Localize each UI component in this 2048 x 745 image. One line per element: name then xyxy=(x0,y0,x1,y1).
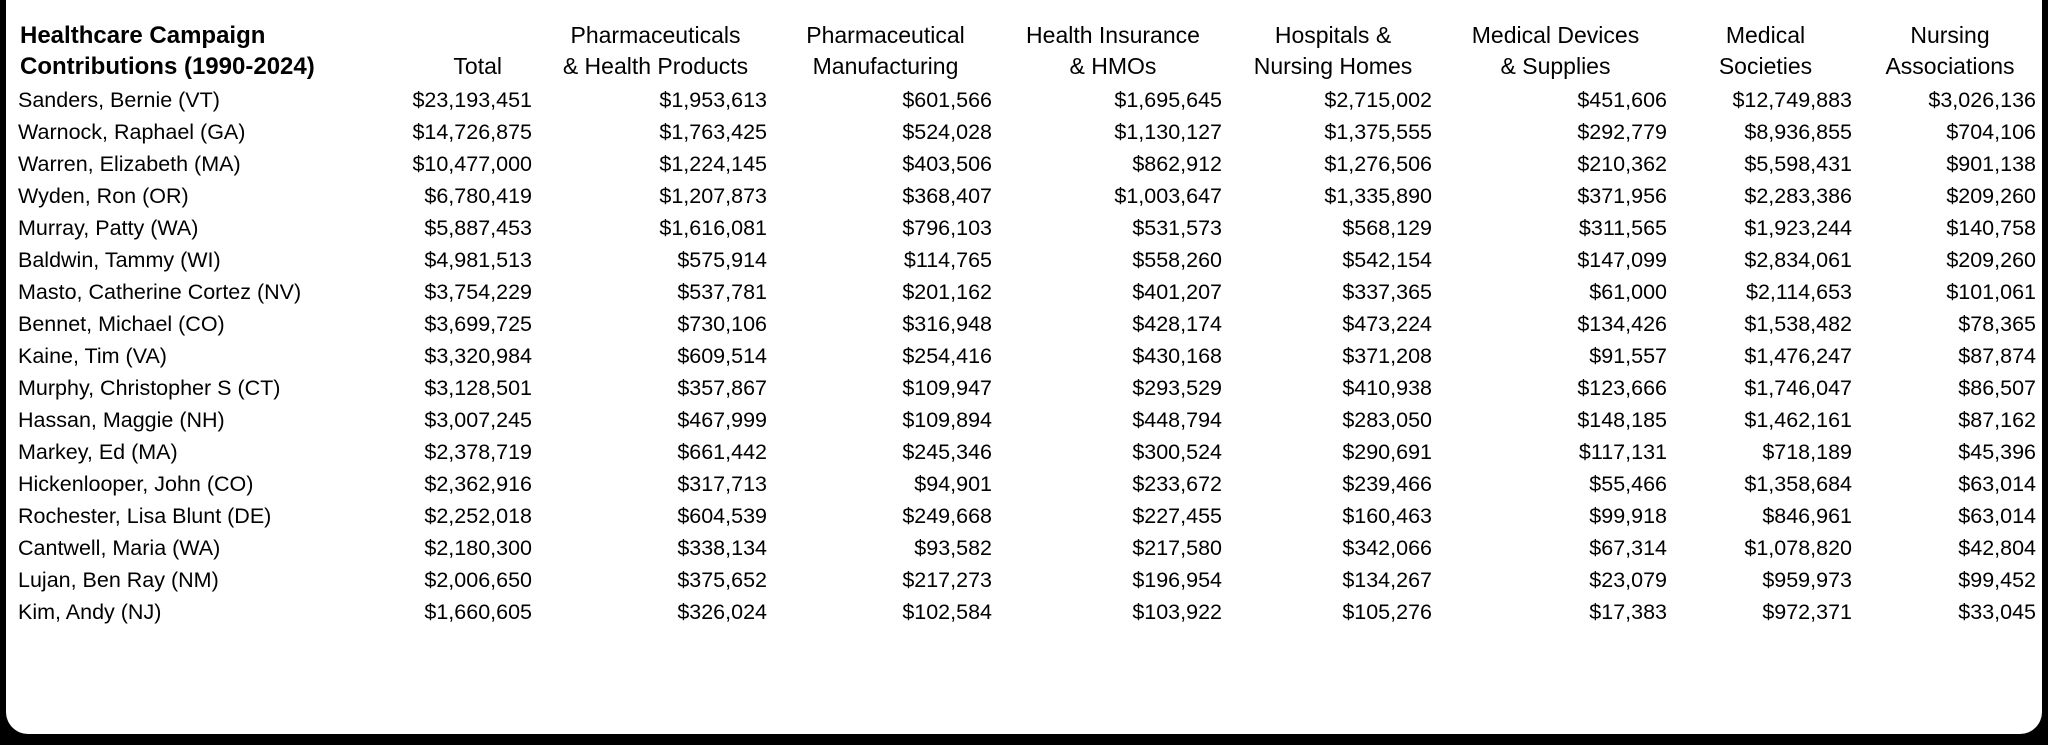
cell-health-insurance: $103,922 xyxy=(1132,600,1222,624)
cell-candidate-name: Sanders, Bernie (VT) xyxy=(18,88,220,112)
cell-pharmaceuticals: $326,024 xyxy=(677,600,767,624)
cell-candidate-name: Lujan, Ben Ray (NM) xyxy=(18,568,219,592)
cell-candidate-name: Kim, Andy (NJ) xyxy=(18,600,162,624)
cell-pharma-manufacturing: $109,894 xyxy=(902,408,992,432)
table-row xyxy=(6,84,2042,116)
cell-medical-societies: $1,746,047 xyxy=(1744,376,1852,400)
cell-total: $6,780,419 xyxy=(424,184,532,208)
cell-candidate-name: Warnock, Raphael (GA) xyxy=(18,120,246,144)
cell-candidate-name: Hickenlooper, John (CO) xyxy=(18,472,254,496)
cell-health-insurance: $300,524 xyxy=(1132,440,1222,464)
cell-nursing-associations: $101,061 xyxy=(1946,280,2036,304)
cell-pharma-manufacturing: $114,765 xyxy=(903,248,992,272)
column-header-line1: Hospitals & xyxy=(1274,22,1392,48)
cell-pharma-manufacturing: $403,506 xyxy=(902,152,992,176)
cell-medical-devices: $23,079 xyxy=(1589,568,1667,592)
cell-candidate-name: Baldwin, Tammy (WI) xyxy=(18,248,221,272)
cell-total: $14,726,875 xyxy=(412,120,532,144)
cell-medical-devices: $117,131 xyxy=(1578,440,1667,464)
cell-total: $4,981,513 xyxy=(424,248,532,272)
cell-pharmaceuticals: $375,652 xyxy=(677,568,767,592)
cell-total: $3,754,229 xyxy=(424,280,532,304)
cell-candidate-name: Markey, Ed (MA) xyxy=(18,440,178,464)
cell-medical-societies: $1,923,244 xyxy=(1744,216,1852,240)
cell-medical-devices: $55,466 xyxy=(1589,472,1667,496)
cell-health-insurance: $428,174 xyxy=(1132,312,1222,336)
cell-nursing-associations: $45,396 xyxy=(1958,440,2036,464)
cell-total: $3,699,725 xyxy=(424,312,532,336)
cell-medical-devices: $61,000 xyxy=(1589,280,1667,304)
table-header xyxy=(6,6,2042,84)
cell-total: $2,006,650 xyxy=(424,568,532,592)
cell-pharma-manufacturing: $254,416 xyxy=(902,344,992,368)
cell-nursing-associations: $33,045 xyxy=(1958,600,2036,624)
cell-health-insurance: $233,672 xyxy=(1132,472,1222,496)
cell-nursing-associations: $63,014 xyxy=(1958,472,2036,496)
cell-hospitals: $1,335,890 xyxy=(1324,184,1432,208)
cell-medical-devices: $451,606 xyxy=(1577,88,1667,112)
column-header-line2: & Supplies xyxy=(1500,53,1611,79)
cell-nursing-associations: $3,026,136 xyxy=(1928,88,2036,112)
cell-pharma-manufacturing: $109,947 xyxy=(902,376,992,400)
cell-pharmaceuticals: $317,713 xyxy=(677,472,767,496)
column-header-line2: & Health Products xyxy=(562,53,749,79)
cell-pharma-manufacturing: $249,668 xyxy=(902,504,992,528)
cell-pharma-manufacturing: $94,901 xyxy=(914,472,992,496)
cell-pharmaceuticals: $604,539 xyxy=(677,504,767,528)
column-header-total xyxy=(386,6,538,84)
cell-pharma-manufacturing: $601,566 xyxy=(902,88,992,112)
table-row xyxy=(6,212,2042,244)
cell-total: $3,320,984 xyxy=(424,344,532,368)
column-header-line1: Pharmaceuticals xyxy=(570,22,741,48)
cell-medical-devices: $17,383 xyxy=(1589,600,1667,624)
cell-medical-societies: $972,371 xyxy=(1762,600,1852,624)
cell-medical-devices: $311,565 xyxy=(1578,216,1667,240)
cell-medical-devices: $148,185 xyxy=(1577,408,1667,432)
cell-hospitals: $105,276 xyxy=(1342,600,1432,624)
cell-pharma-manufacturing: $217,273 xyxy=(902,568,992,592)
table-row xyxy=(6,436,2042,468)
cell-hospitals: $2,715,002 xyxy=(1324,88,1432,112)
column-header-pharma-manufacturing xyxy=(773,6,998,84)
column-header-line2: & HMOs xyxy=(1069,53,1157,79)
cell-total: $2,362,916 xyxy=(424,472,532,496)
cell-health-insurance: $430,168 xyxy=(1132,344,1222,368)
column-header-medical-devices xyxy=(1438,6,1673,84)
cell-pharma-manufacturing: $102,584 xyxy=(902,600,992,624)
cell-health-insurance: $531,573 xyxy=(1132,216,1222,240)
cell-pharma-manufacturing: $201,162 xyxy=(902,280,992,304)
table-row xyxy=(6,500,2042,532)
cell-medical-devices: $371,956 xyxy=(1577,184,1667,208)
table-row xyxy=(6,404,2042,436)
table-row xyxy=(6,116,2042,148)
cell-nursing-associations: $78,365 xyxy=(1958,312,2036,336)
cell-medical-devices: $292,779 xyxy=(1577,120,1667,144)
column-header-medical-societies xyxy=(1673,6,1858,84)
cell-hospitals: $371,208 xyxy=(1342,344,1432,368)
cell-pharmaceuticals: $1,763,425 xyxy=(659,120,767,144)
cell-pharma-manufacturing: $524,028 xyxy=(902,120,992,144)
cell-health-insurance: $558,260 xyxy=(1132,248,1222,272)
cell-pharmaceuticals: $1,953,613 xyxy=(659,88,767,112)
column-header-line1: Health Insurance xyxy=(1026,22,1200,48)
column-header-line2: Manufacturing xyxy=(812,53,959,79)
cell-medical-societies: $2,834,061 xyxy=(1744,248,1852,272)
cell-hospitals: $1,375,555 xyxy=(1324,120,1432,144)
table-body xyxy=(6,84,2042,628)
cell-total: $3,128,501 xyxy=(424,376,532,400)
cell-nursing-associations: $99,452 xyxy=(1958,568,2036,592)
cell-total: $2,180,300 xyxy=(424,536,532,560)
cell-candidate-name: Wyden, Ron (OR) xyxy=(18,184,189,208)
cell-pharmaceuticals: $537,781 xyxy=(677,280,767,304)
cell-medical-devices: $91,557 xyxy=(1589,344,1667,368)
cell-medical-devices: $147,099 xyxy=(1577,248,1667,272)
table-row xyxy=(6,308,2042,340)
cell-health-insurance: $1,003,647 xyxy=(1114,184,1222,208)
cell-nursing-associations: $140,758 xyxy=(1946,216,2036,240)
cell-hospitals: $290,691 xyxy=(1342,440,1432,464)
cell-candidate-name: Murphy, Christopher S (CT) xyxy=(18,376,281,400)
table-title xyxy=(6,6,386,84)
cell-pharmaceuticals: $730,106 xyxy=(677,312,767,336)
cell-hospitals: $1,276,506 xyxy=(1324,152,1432,176)
cell-total: $10,477,000 xyxy=(412,152,532,176)
cell-hospitals: $542,154 xyxy=(1342,248,1432,272)
table-title-line2: Contributions (1990-2024) xyxy=(20,53,315,80)
cell-pharmaceuticals: $338,134 xyxy=(677,536,767,560)
cell-nursing-associations: $209,260 xyxy=(1946,248,2036,272)
column-header-line2: Nursing Homes xyxy=(1253,53,1413,79)
cell-medical-devices: $134,426 xyxy=(1577,312,1667,336)
table-row xyxy=(6,532,2042,564)
cell-candidate-name: Cantwell, Maria (WA) xyxy=(18,536,221,560)
cell-nursing-associations: $87,874 xyxy=(1958,344,2036,368)
cell-nursing-associations: $86,507 xyxy=(1958,376,2036,400)
cell-hospitals: $568,129 xyxy=(1342,216,1432,240)
cell-medical-societies: $5,598,431 xyxy=(1744,152,1852,176)
cell-medical-societies: $12,749,883 xyxy=(1732,88,1852,112)
cell-medical-societies: $1,358,684 xyxy=(1744,472,1852,496)
cell-health-insurance: $1,695,645 xyxy=(1114,88,1222,112)
cell-hospitals: $283,050 xyxy=(1342,408,1432,432)
table-row xyxy=(6,276,2042,308)
cell-nursing-associations: $704,106 xyxy=(1946,120,2036,144)
cell-hospitals: $473,224 xyxy=(1342,312,1432,336)
cell-nursing-associations: $901,138 xyxy=(1946,152,2036,176)
cell-medical-societies: $846,961 xyxy=(1762,504,1852,528)
cell-candidate-name: Murray, Patty (WA) xyxy=(18,216,199,240)
cell-pharma-manufacturing: $368,407 xyxy=(902,184,992,208)
cell-medical-societies: $1,462,161 xyxy=(1744,408,1852,432)
cell-hospitals: $410,938 xyxy=(1342,376,1432,400)
table-row xyxy=(6,468,2042,500)
cell-medical-devices: $123,666 xyxy=(1577,376,1667,400)
column-header-line2: Total xyxy=(453,53,502,79)
column-header-hospitals xyxy=(1228,6,1438,84)
cell-medical-societies: $2,283,386 xyxy=(1744,184,1852,208)
contributions-table xyxy=(6,6,2042,628)
cell-total: $3,007,245 xyxy=(424,408,532,432)
cell-medical-societies: $8,936,855 xyxy=(1744,120,1852,144)
cell-hospitals: $134,267 xyxy=(1342,568,1432,592)
column-header-line1: Pharmaceutical xyxy=(806,22,965,48)
column-header-line1: Medical xyxy=(1725,22,1806,48)
cell-candidate-name: Rochester, Lisa Blunt (DE) xyxy=(18,504,272,528)
cell-health-insurance: $448,794 xyxy=(1132,408,1222,432)
cell-hospitals: $160,463 xyxy=(1342,504,1432,528)
cell-total: $2,252,018 xyxy=(424,504,532,528)
cell-nursing-associations: $42,804 xyxy=(1958,536,2036,560)
cell-health-insurance: $217,580 xyxy=(1132,536,1222,560)
cell-medical-devices: $99,918 xyxy=(1589,504,1667,528)
cell-pharmaceuticals: $357,867 xyxy=(677,376,767,400)
cell-health-insurance: $1,130,127 xyxy=(1114,120,1222,144)
column-header-nursing-associations xyxy=(1858,6,2042,84)
cell-health-insurance: $227,455 xyxy=(1132,504,1222,528)
cell-nursing-associations: $63,014 xyxy=(1958,504,2036,528)
cell-medical-societies: $1,538,482 xyxy=(1744,312,1852,336)
cell-medical-devices: $210,362 xyxy=(1577,152,1667,176)
column-header-line1: Medical Devices xyxy=(1471,22,1640,48)
cell-medical-societies: $1,476,247 xyxy=(1744,344,1852,368)
cell-pharmaceuticals: $575,914 xyxy=(677,248,767,272)
cell-health-insurance: $401,207 xyxy=(1132,280,1222,304)
column-header-line2: Societies xyxy=(1718,53,1813,79)
cell-pharmaceuticals: $1,616,081 xyxy=(659,216,767,240)
cell-hospitals: $342,066 xyxy=(1342,536,1432,560)
cell-total: $23,193,451 xyxy=(412,88,532,112)
cell-pharma-manufacturing: $796,103 xyxy=(902,216,992,240)
cell-pharmaceuticals: $1,224,145 xyxy=(659,152,767,176)
column-header-line2: Associations xyxy=(1885,53,2015,79)
cell-pharma-manufacturing: $245,346 xyxy=(902,440,992,464)
table-row xyxy=(6,564,2042,596)
cell-total: $2,378,719 xyxy=(424,440,532,464)
cell-candidate-name: Masto, Catherine Cortez (NV) xyxy=(18,280,302,304)
cell-medical-societies: $959,973 xyxy=(1762,568,1852,592)
column-header-health-insurance xyxy=(998,6,1228,84)
cell-pharma-manufacturing: $316,948 xyxy=(902,312,992,336)
cell-hospitals: $337,365 xyxy=(1342,280,1432,304)
cell-nursing-associations: $209,260 xyxy=(1946,184,2036,208)
table-row xyxy=(6,148,2042,180)
table-row xyxy=(6,340,2042,372)
cell-hospitals: $239,466 xyxy=(1342,472,1432,496)
cell-total: $1,660,605 xyxy=(424,600,532,624)
cell-medical-devices: $67,314 xyxy=(1589,536,1667,560)
cell-pharmaceuticals: $1,207,873 xyxy=(659,184,767,208)
cell-pharmaceuticals: $609,514 xyxy=(677,344,767,368)
cell-total: $5,887,453 xyxy=(424,216,532,240)
cell-health-insurance: $862,912 xyxy=(1132,152,1222,176)
cell-candidate-name: Hassan, Maggie (NH) xyxy=(18,408,225,432)
cell-candidate-name: Kaine, Tim (VA) xyxy=(18,344,167,368)
cell-pharmaceuticals: $467,999 xyxy=(677,408,767,432)
table-row xyxy=(6,372,2042,404)
header-row xyxy=(6,6,2042,84)
cell-health-insurance: $196,954 xyxy=(1132,568,1222,592)
cell-health-insurance: $293,529 xyxy=(1132,376,1222,400)
table-row xyxy=(6,244,2042,276)
table-title-line1: Healthcare Campaign xyxy=(20,22,266,49)
cell-medical-societies: $718,189 xyxy=(1762,440,1852,464)
cell-medical-societies: $1,078,820 xyxy=(1744,536,1852,560)
cell-candidate-name: Bennet, Michael (CO) xyxy=(18,312,225,336)
column-header-pharmaceuticals xyxy=(538,6,773,84)
table-row xyxy=(6,180,2042,212)
cell-pharma-manufacturing: $93,582 xyxy=(914,536,992,560)
cell-pharmaceuticals: $661,442 xyxy=(677,440,767,464)
column-header-line1: Nursing xyxy=(1910,22,1990,48)
cell-nursing-associations: $87,162 xyxy=(1958,408,2036,432)
spreadsheet-sheet xyxy=(6,0,2042,734)
table-row xyxy=(6,596,2042,628)
cell-candidate-name: Warren, Elizabeth (MA) xyxy=(18,152,241,176)
cell-medical-societies: $2,114,653 xyxy=(1745,280,1852,304)
